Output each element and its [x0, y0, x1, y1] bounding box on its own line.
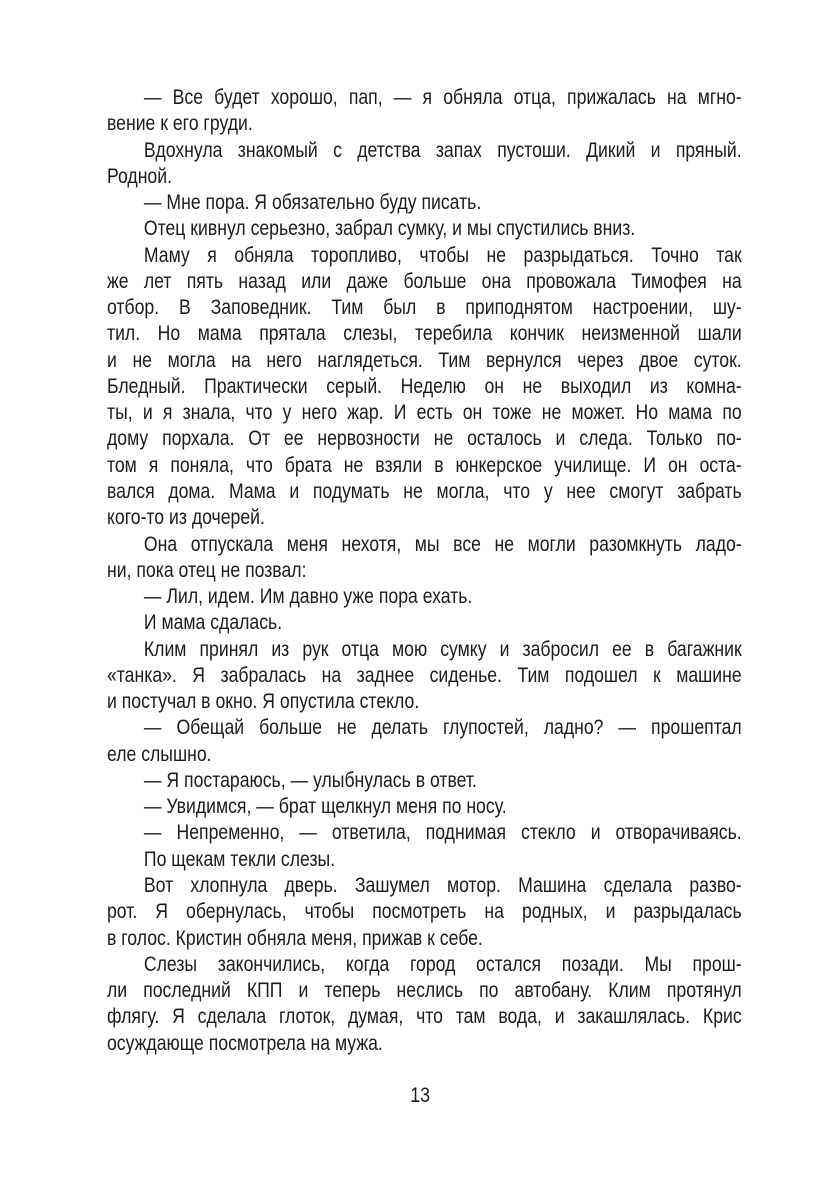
text-line [107, 714, 742, 740]
page-number: 13 [410, 1084, 431, 1107]
text-line [107, 320, 742, 346]
text-line [107, 373, 742, 399]
text-line [107, 636, 742, 662]
text-line [107, 819, 742, 845]
text-line [107, 741, 742, 767]
text-line-content: том я поняла, что брата не взяли в юнкерское училище. И он оста- [107, 452, 742, 477]
text-line-content: Вот хлопнула дверь. Зашумел мотор. Машина сделала разво- [143, 872, 742, 897]
text-line [107, 504, 742, 530]
text-line-content: — Непременно, — ответила, поднимая стекло и отворачиваясь. [143, 820, 742, 845]
text-line [107, 925, 742, 951]
text-line [107, 110, 742, 136]
text-line-content: — Все будет хорошо, пап, — я обняла отца, прижалась на мгно- [143, 85, 742, 109]
text-line [107, 268, 742, 294]
text-line [107, 662, 742, 688]
text-line [107, 688, 742, 714]
text-line [107, 242, 742, 268]
text-line-content: Слезы закончились, когда город остался позади. Мы прош- [143, 951, 742, 976]
text-line [107, 399, 742, 425]
text-line [107, 215, 742, 241]
text-line [107, 793, 742, 819]
text-line [107, 452, 742, 478]
text-line [107, 898, 742, 924]
text-line-content: — Мне пора. Я обязательно буду писать. [143, 190, 482, 215]
text-line [107, 189, 742, 215]
text-line [107, 951, 742, 977]
text-line [107, 977, 742, 1003]
text-line [107, 347, 742, 373]
text-line-content: вение к его груди. [107, 111, 253, 136]
text-line [107, 294, 742, 320]
text-line-content: Маму я обняла торопливо, чтобы не разрыдаться. Точно так [143, 242, 742, 267]
text-line-content: осуждающе посмотрела на мужа. [107, 1030, 383, 1055]
text-line-content: флягу. Я сделала глоток, думая, что там вода, и закашлялась. Крис [107, 1004, 742, 1029]
text-line-content: тил. Но мама прятала слезы, теребила кончик неизменной шали [107, 321, 742, 346]
body-text [107, 84, 742, 1056]
text-line-content: ли последний КПП и теперь неслись по автобану. Клим протянул [107, 978, 742, 1003]
text-line-content: вался дома. Мама и подумать не могла, что у нее смогут забрать [107, 478, 742, 503]
text-line [107, 478, 742, 504]
text-line-content: — Я постараюсь, — улыбнулась в ответ. [143, 767, 477, 792]
text-line [107, 1030, 742, 1056]
text-line-content: же лет пять назад или даже больше она провожала Тимофея на [107, 268, 742, 293]
text-line [107, 84, 742, 110]
text-line [107, 583, 742, 609]
text-line-content: — Лил, идем. Им давно уже пора ехать. [143, 584, 473, 609]
text-line [107, 609, 742, 635]
text-line-content: И мама сдалась. [143, 610, 283, 635]
text-line [107, 872, 742, 898]
text-line-content: Родной. [107, 163, 172, 188]
text-line-content: По щекам текли слезы. [143, 846, 336, 871]
text-line-content: в голос. Кристин обняла меня, прижав к себе. [107, 925, 483, 950]
text-line-content: Клим принял из рук отца мою сумку и забросил ее в багажник [143, 636, 742, 661]
text-line [107, 1003, 742, 1029]
text-line-content: Бледный. Практически серый. Неделю он не выходил из комна- [107, 373, 742, 398]
text-line-content: дому порхала. От ее нервозности не осталось и следа. Только по- [107, 426, 742, 451]
text-line-content: Вдохнула знакомый с детства запах пустоши. Дикий и пряный. [143, 137, 742, 162]
text-line-content: Отец кивнул серьезно, забрал сумку, и мы спустились вниз. [143, 216, 636, 241]
text-line-content: еле слышно. [107, 741, 212, 766]
text-line-content: и не могла на него наглядеться. Тим вернулся через двое суток. [107, 347, 742, 372]
text-line [107, 531, 742, 557]
text-line [107, 163, 742, 189]
text-line [107, 846, 742, 872]
text-line [107, 137, 742, 163]
text-line-content: ты, и я знала, что у него жар. И есть он тоже не может. Но мама по [107, 400, 742, 425]
text-line-content: — Увидимся, — брат щелкнул меня по носу. [143, 794, 507, 819]
text-line-content: отбор. В Заповедник. Тим был в приподнятом настроении, шу- [107, 295, 742, 320]
text-line [107, 425, 742, 451]
text-line-content: «танка». Я забралась на заднее сиденье. Тим подошел к машине [107, 662, 742, 687]
text-line-content: — Обещай больше не делать глупостей, ладно? — прошептал [143, 715, 742, 740]
text-line-content: и постучал в окно. Я опустила стекло. [107, 689, 420, 714]
text-line-content: кого-то из дочерей. [107, 505, 265, 530]
text-line-content: рот. Я обернулась, чтобы посмотреть на родных, и разрыдалась [107, 899, 742, 924]
text-line-content: ни, пока отец не позвал: [107, 557, 307, 582]
text-line [107, 557, 742, 583]
text-line [107, 767, 742, 793]
text-line-content: Она отпускала меня нехотя, мы все не могли разомкнуть ладо- [143, 531, 742, 556]
